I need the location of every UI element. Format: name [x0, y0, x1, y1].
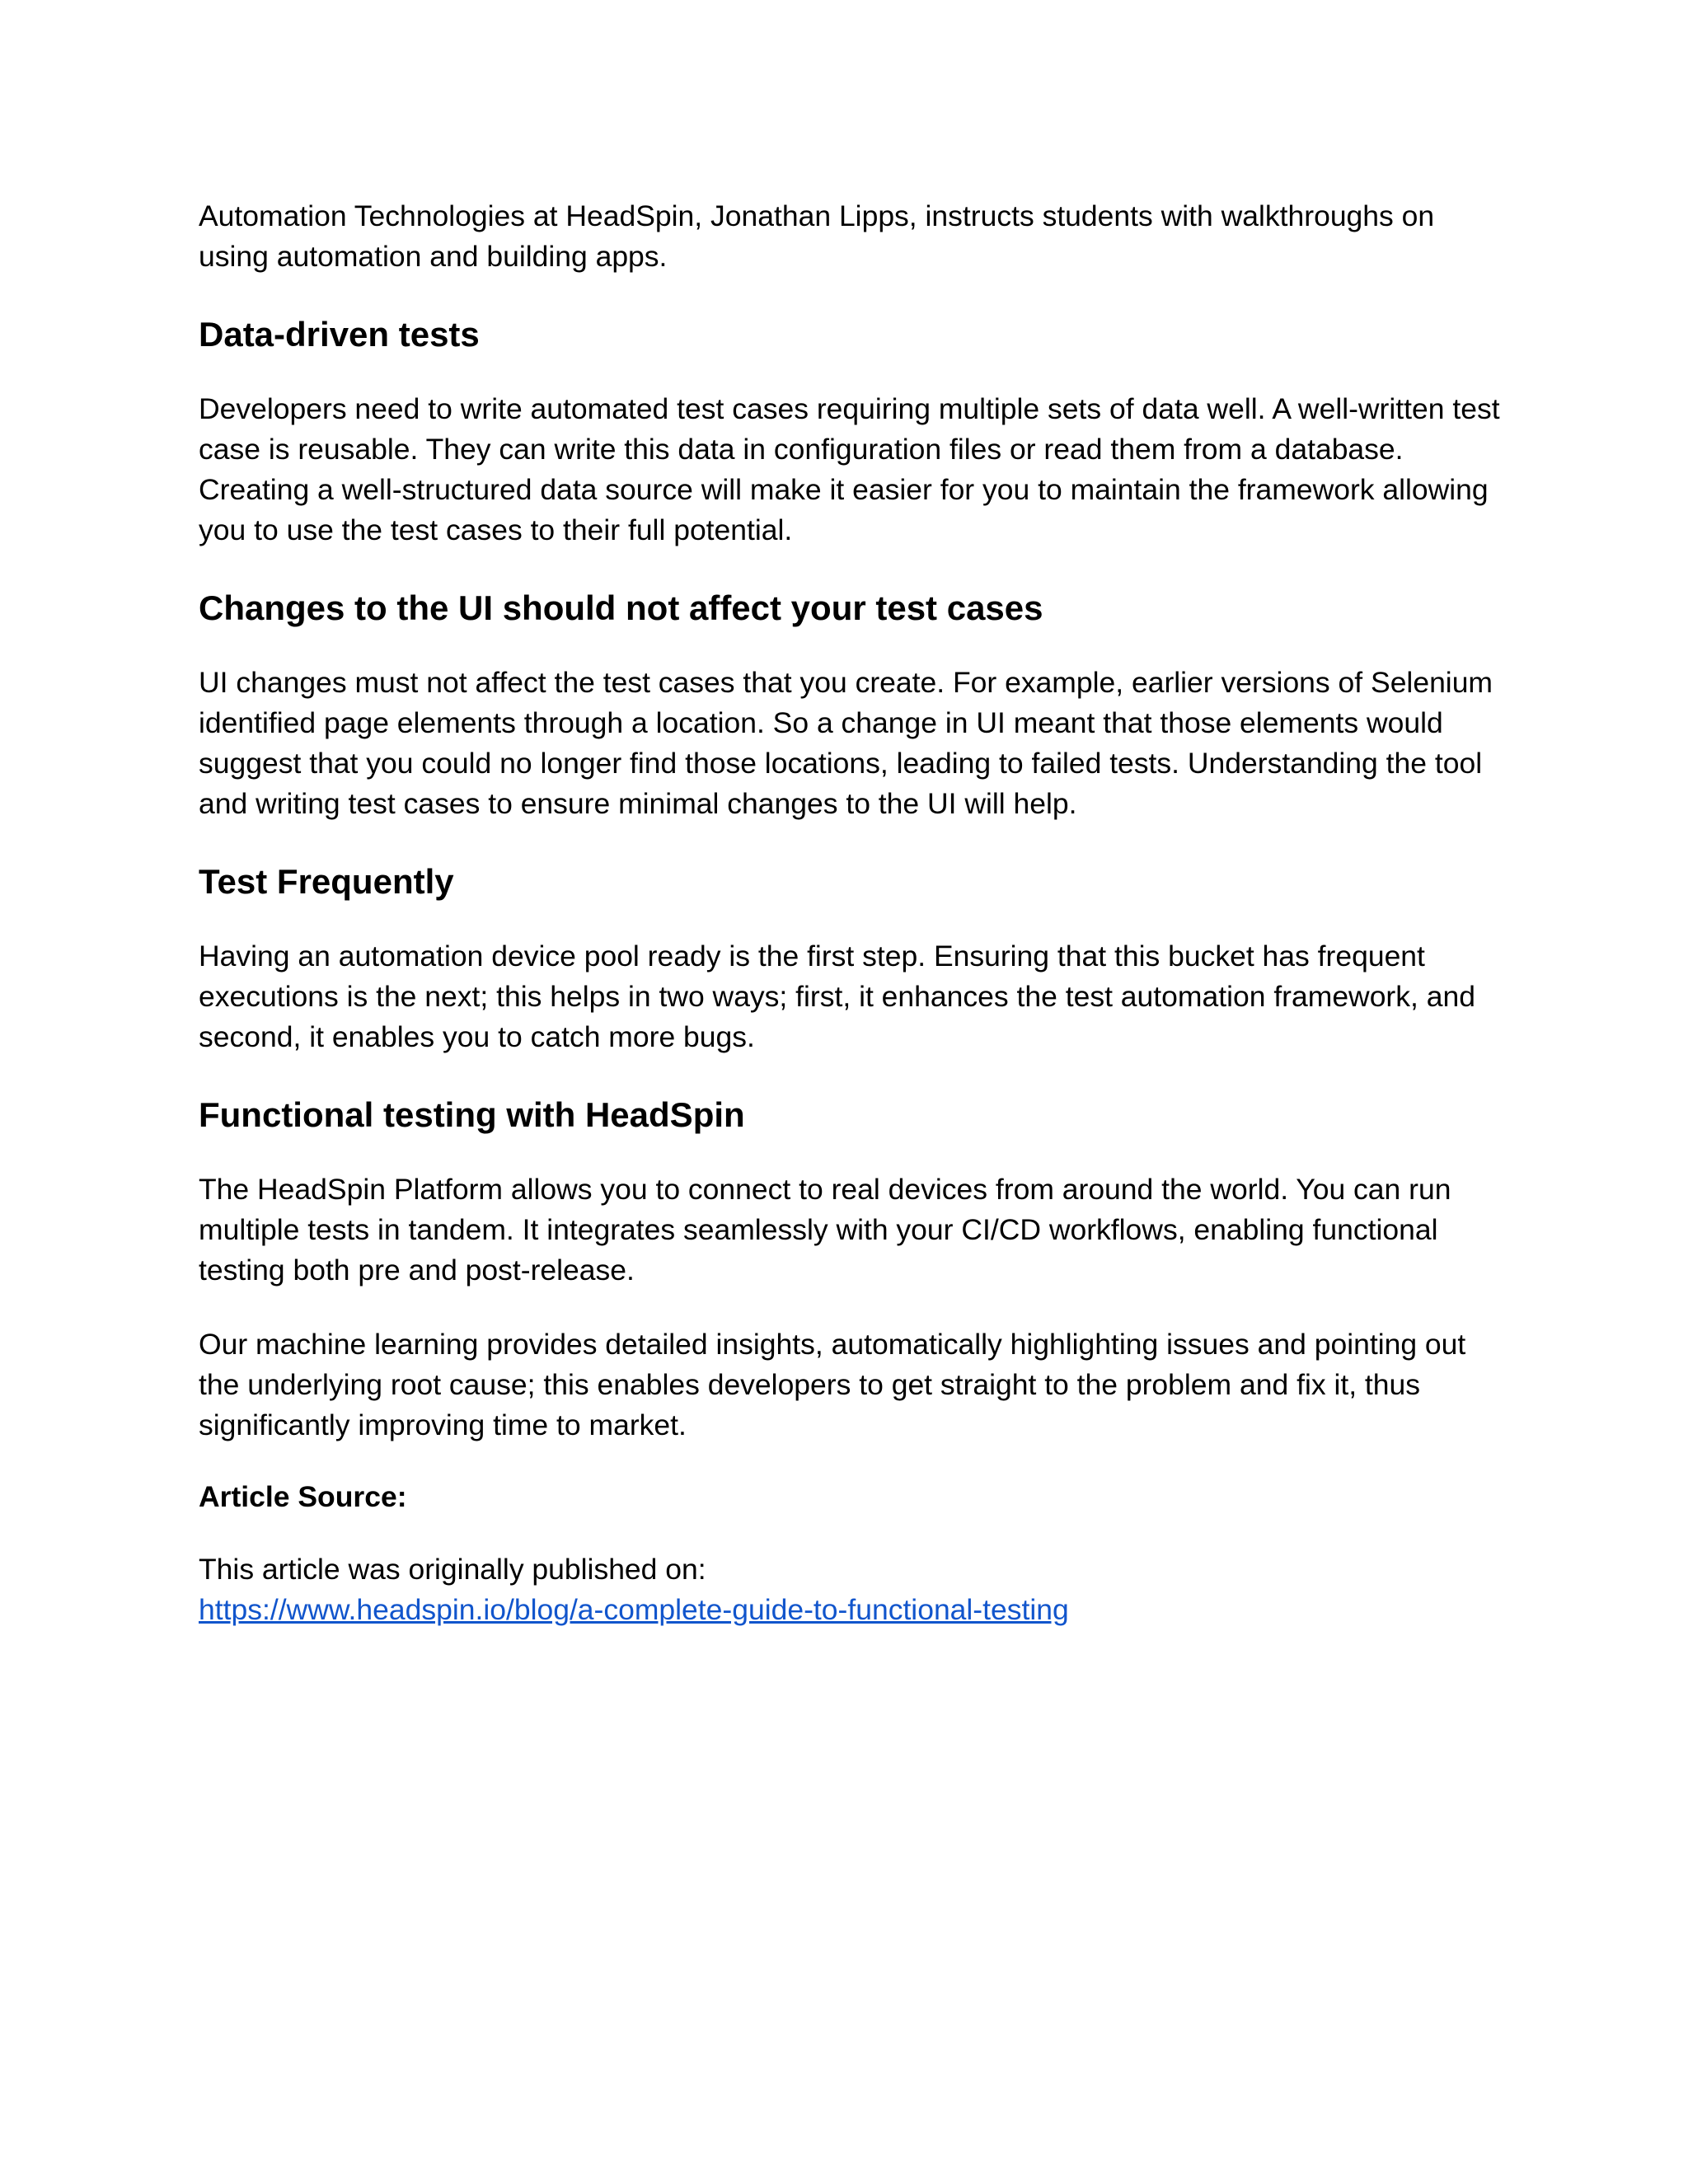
paragraph-functional-testing-2: Our machine learning provides detailed insights, automatically highlighting issues and pointing out the underlying root cause; this enables developers to get straight to the problem and fix it, thus significantly improving time to market. — [199, 1328, 1466, 1441]
article-source-text: This article was originally published on: — [199, 1553, 706, 1586]
intro-paragraph: Automation Technologies at HeadSpin, Jonathan Lipps, instructs students with walkthroughs on using automation and building apps. — [199, 199, 1435, 273]
paragraph-test-frequently: Having an automation device pool ready is the first step. Ensuring that this bucket has frequent executions is the next; this helps in two ways; first, it enhances the test automation framework, and second, it enables you to catch more bugs. — [199, 940, 1475, 1053]
heading-test-frequently: Test Frequently — [199, 862, 454, 901]
paragraph-ui-changes: UI changes must not affect the test cases that you create. For example, earlier versions of Selenium identified page elements through a location. So a change in UI meant that those elements would suggest that you could no longer find those locations, leading to failed tests. Understanding the tool and writing test cases to ensure minimal changes to the UI will help. — [199, 666, 1493, 820]
article-source-link[interactable]: https://www.headspin.io/blog/a-complete-guide-to-functional-testing — [199, 1593, 1069, 1626]
document-page — [199, 196, 1501, 1630]
article-source-link-line — [199, 1590, 1501, 1630]
heading-data-driven-tests: Data-driven tests — [199, 315, 480, 354]
paragraph-functional-testing-1: The HeadSpin Platform allows you to connect to real devices from around the world. You can run multiple tests in tandem. It integrates seamlessly with your CI/CD workflows, enabling functional testing both pre and post-release. — [199, 1173, 1451, 1286]
article-source-label: Article Source: — [199, 1480, 407, 1513]
heading-functional-testing: Functional testing with HeadSpin — [199, 1095, 745, 1134]
paragraph-data-driven-tests: Developers need to write automated test cases requiring multiple sets of data well. A well-written test case is reusable. They can write this data in configuration files or read them from a database. Creating a well-structured data source will make it easier for you to maintain the framework allowing you to use the test cases to their full potential. — [199, 392, 1500, 546]
heading-ui-changes: Changes to the UI should not affect your test cases — [199, 588, 1043, 627]
